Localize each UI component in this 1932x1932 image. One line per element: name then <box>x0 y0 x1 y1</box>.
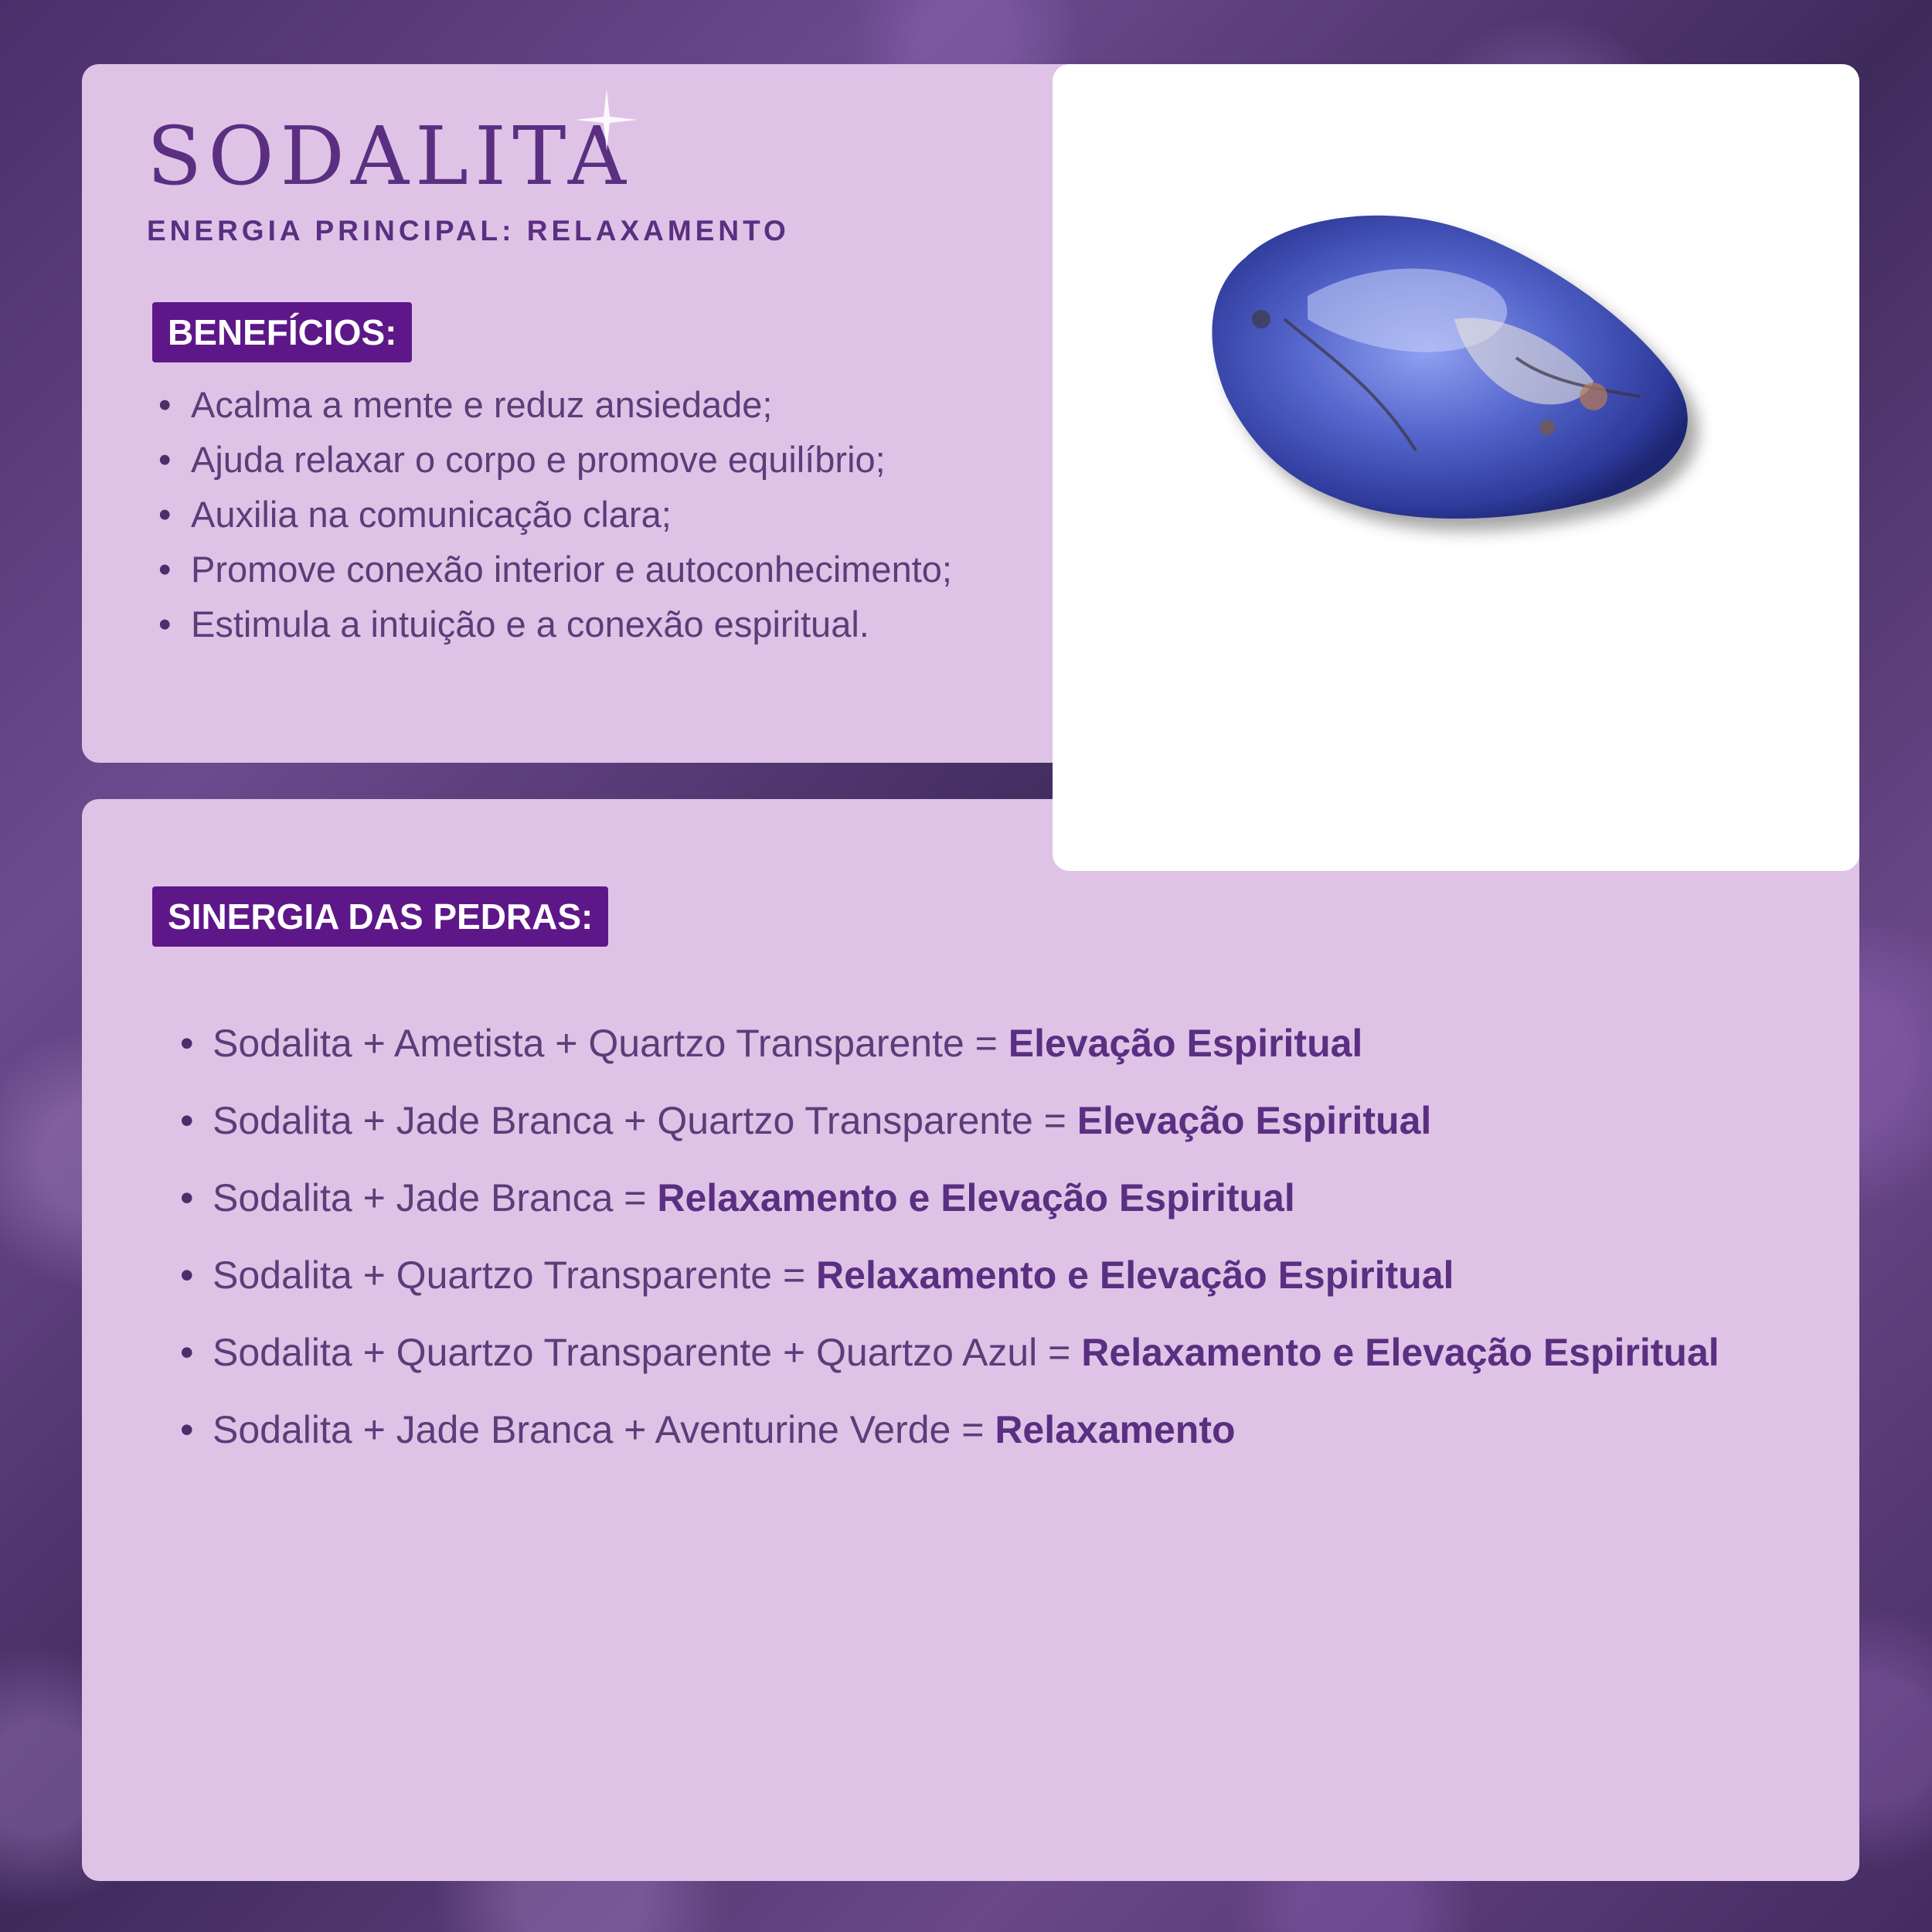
sparkle-icon <box>572 85 641 155</box>
main-energy-subtitle: ENERGIA PRINCIPAL: RELAXAMENTO <box>147 215 790 247</box>
benefits-heading: BENEFÍCIOS: <box>152 302 412 362</box>
synergy-result: Elevação Espiritual <box>1077 1099 1432 1142</box>
benefit-item: • Estimula a intuição e a conexão espiritual. <box>158 597 1047 651</box>
benefit-item: • Promove conexão interior e autoconhecimento; <box>158 542 1047 597</box>
benefit-item: • Ajuda relaxar o corpo e promove equilíbrio; <box>158 432 1047 487</box>
synergy-combo: Sodalita + Jade Branca = <box>213 1176 658 1219</box>
stone-photo-panel <box>1053 64 1859 871</box>
synergy-list <box>180 1005 1803 1468</box>
synergy-item <box>180 1391 1803 1468</box>
page-title: SODALITA <box>147 109 632 203</box>
sodalite-stone-icon <box>1053 64 1859 871</box>
synergy-result: Relaxamento e Elevação Espiritual <box>1081 1331 1719 1374</box>
synergy-item <box>180 1236 1803 1314</box>
synergy-result: Relaxamento e Elevação Espiritual <box>816 1253 1454 1297</box>
synergy-combo: Sodalita + Quartzo Transparente + Quartzo Azul = <box>213 1331 1082 1374</box>
benefits-list <box>158 377 1047 651</box>
synergy-item <box>180 1005 1803 1082</box>
benefit-item: • Acalma a mente e reduz ansiedade; <box>158 377 1047 432</box>
synergy-combo: Sodalita + Jade Branca + Aventurine Verde = <box>213 1408 995 1451</box>
benefit-item: • Auxilia na comunicação clara; <box>158 487 1047 542</box>
synergy-item <box>180 1082 1803 1159</box>
synergy-result: Relaxamento e Elevação Espiritual <box>657 1176 1295 1219</box>
synergy-item <box>180 1159 1803 1236</box>
synergy-combo: Sodalita + Ametista + Quartzo Transparente = <box>213 1022 1009 1065</box>
synergy-combo: Sodalita + Quartzo Transparente = <box>213 1253 817 1297</box>
synergy-combo: Sodalita + Jade Branca + Quartzo Transparente = <box>213 1099 1077 1142</box>
synergy-item <box>180 1314 1803 1391</box>
synergy-heading: SINERGIA DAS PEDRAS: <box>152 886 608 947</box>
synergy-result: Relaxamento <box>995 1408 1236 1451</box>
synergy-result: Elevação Espiritual <box>1008 1022 1363 1065</box>
